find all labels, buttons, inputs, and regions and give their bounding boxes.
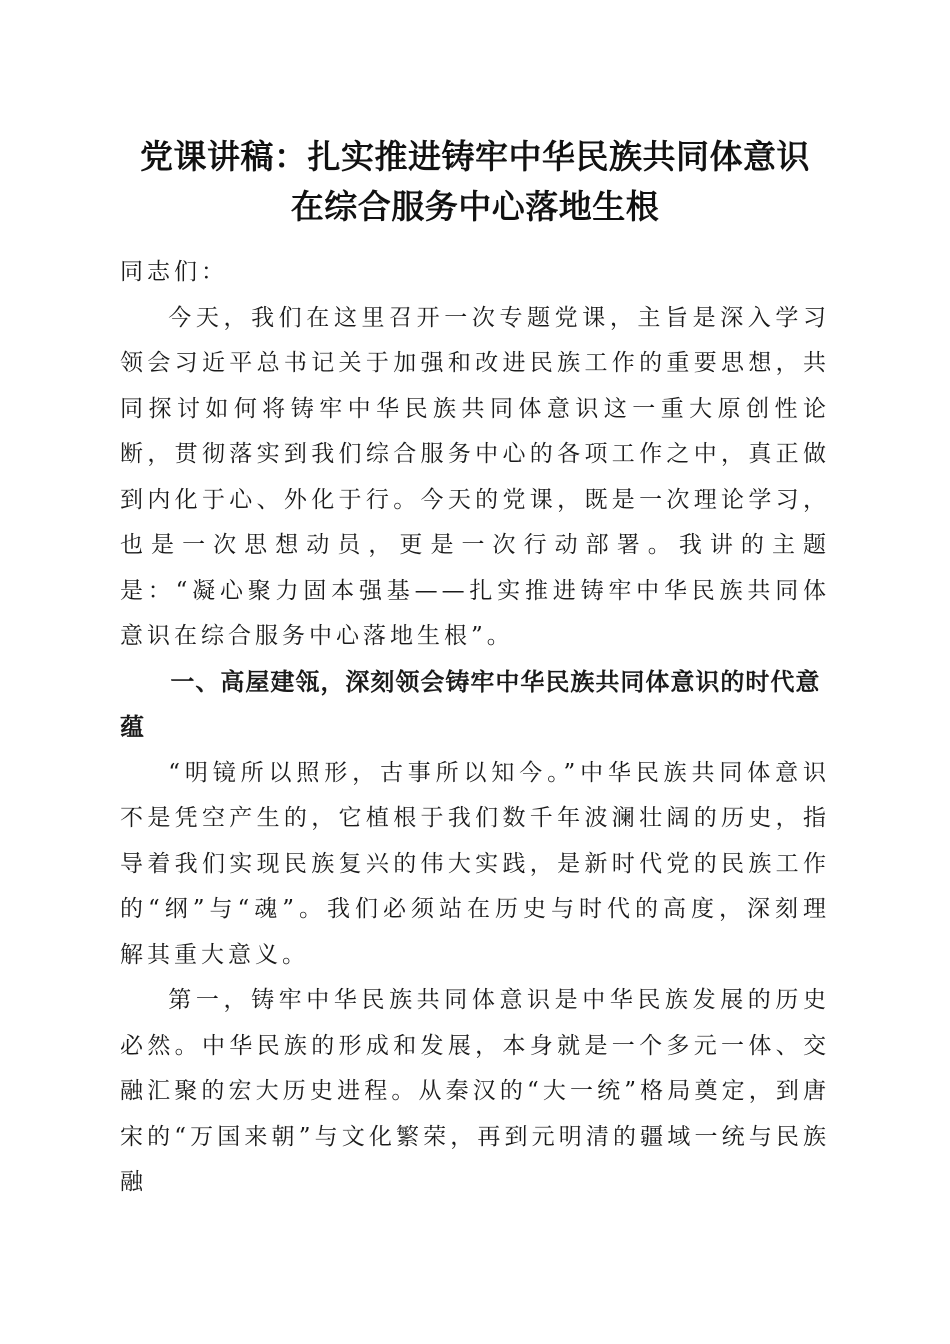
paragraph-intro: 今天，我们在这里召开一次专题党课，主旨是深入学习领会习近平总书记关于加强和改进民族工作的重要思想，共同探讨如何将铸牢中华民族共同体意识这一重大原创性论断，贯彻落实到我们综合服务中心的各项工作之中，真正做到内化于心、外化于行。今天的党课，既是一次理论学习，也是一次思想动员，更是一次行动部署。我讲的主题是：“凝心聚力固本强基——扎实推进铸牢中华民族共同体意识在综合服务中心落地生根”。 xyxy=(120,304,830,649)
paragraph-history-quote: “明镜所以照形，古事所以知今。”中华民族共同体意识不是凭空产生的，它植根于我们数千年波澜壮阔的历史，指导着我们实现民族复兴的伟大实践，是新时代党的民族工作的“纲”与“魂”。我们必须站在历史与时代的高度，深刻理解其重大意义。 xyxy=(120,759,830,968)
paragraph-first-point: 第一，铸牢中华民族共同体意识是中华民族发展的历史必然。中华民族的形成和发展，本身就是一个多元一体、交融汇聚的宏大历史进程。从秦汉的“大一统”格局奠定，到唐宋的“万国来朝”与文化繁荣，再到元明清的疆域一统与民族融 xyxy=(120,987,830,1195)
document-title xyxy=(100,132,850,232)
greeting: 同志们： xyxy=(120,259,228,285)
document-body xyxy=(120,250,830,1206)
title-line-1: 党课讲稿：扎实推进铸牢中华民族共同体意识 xyxy=(140,137,810,176)
section-heading-1: 一、高屋建瓴，深刻领会铸牢中华民族共同体意识的时代意蕴 xyxy=(120,667,821,741)
title-line-2: 在综合服务中心落地生根 xyxy=(290,187,660,226)
